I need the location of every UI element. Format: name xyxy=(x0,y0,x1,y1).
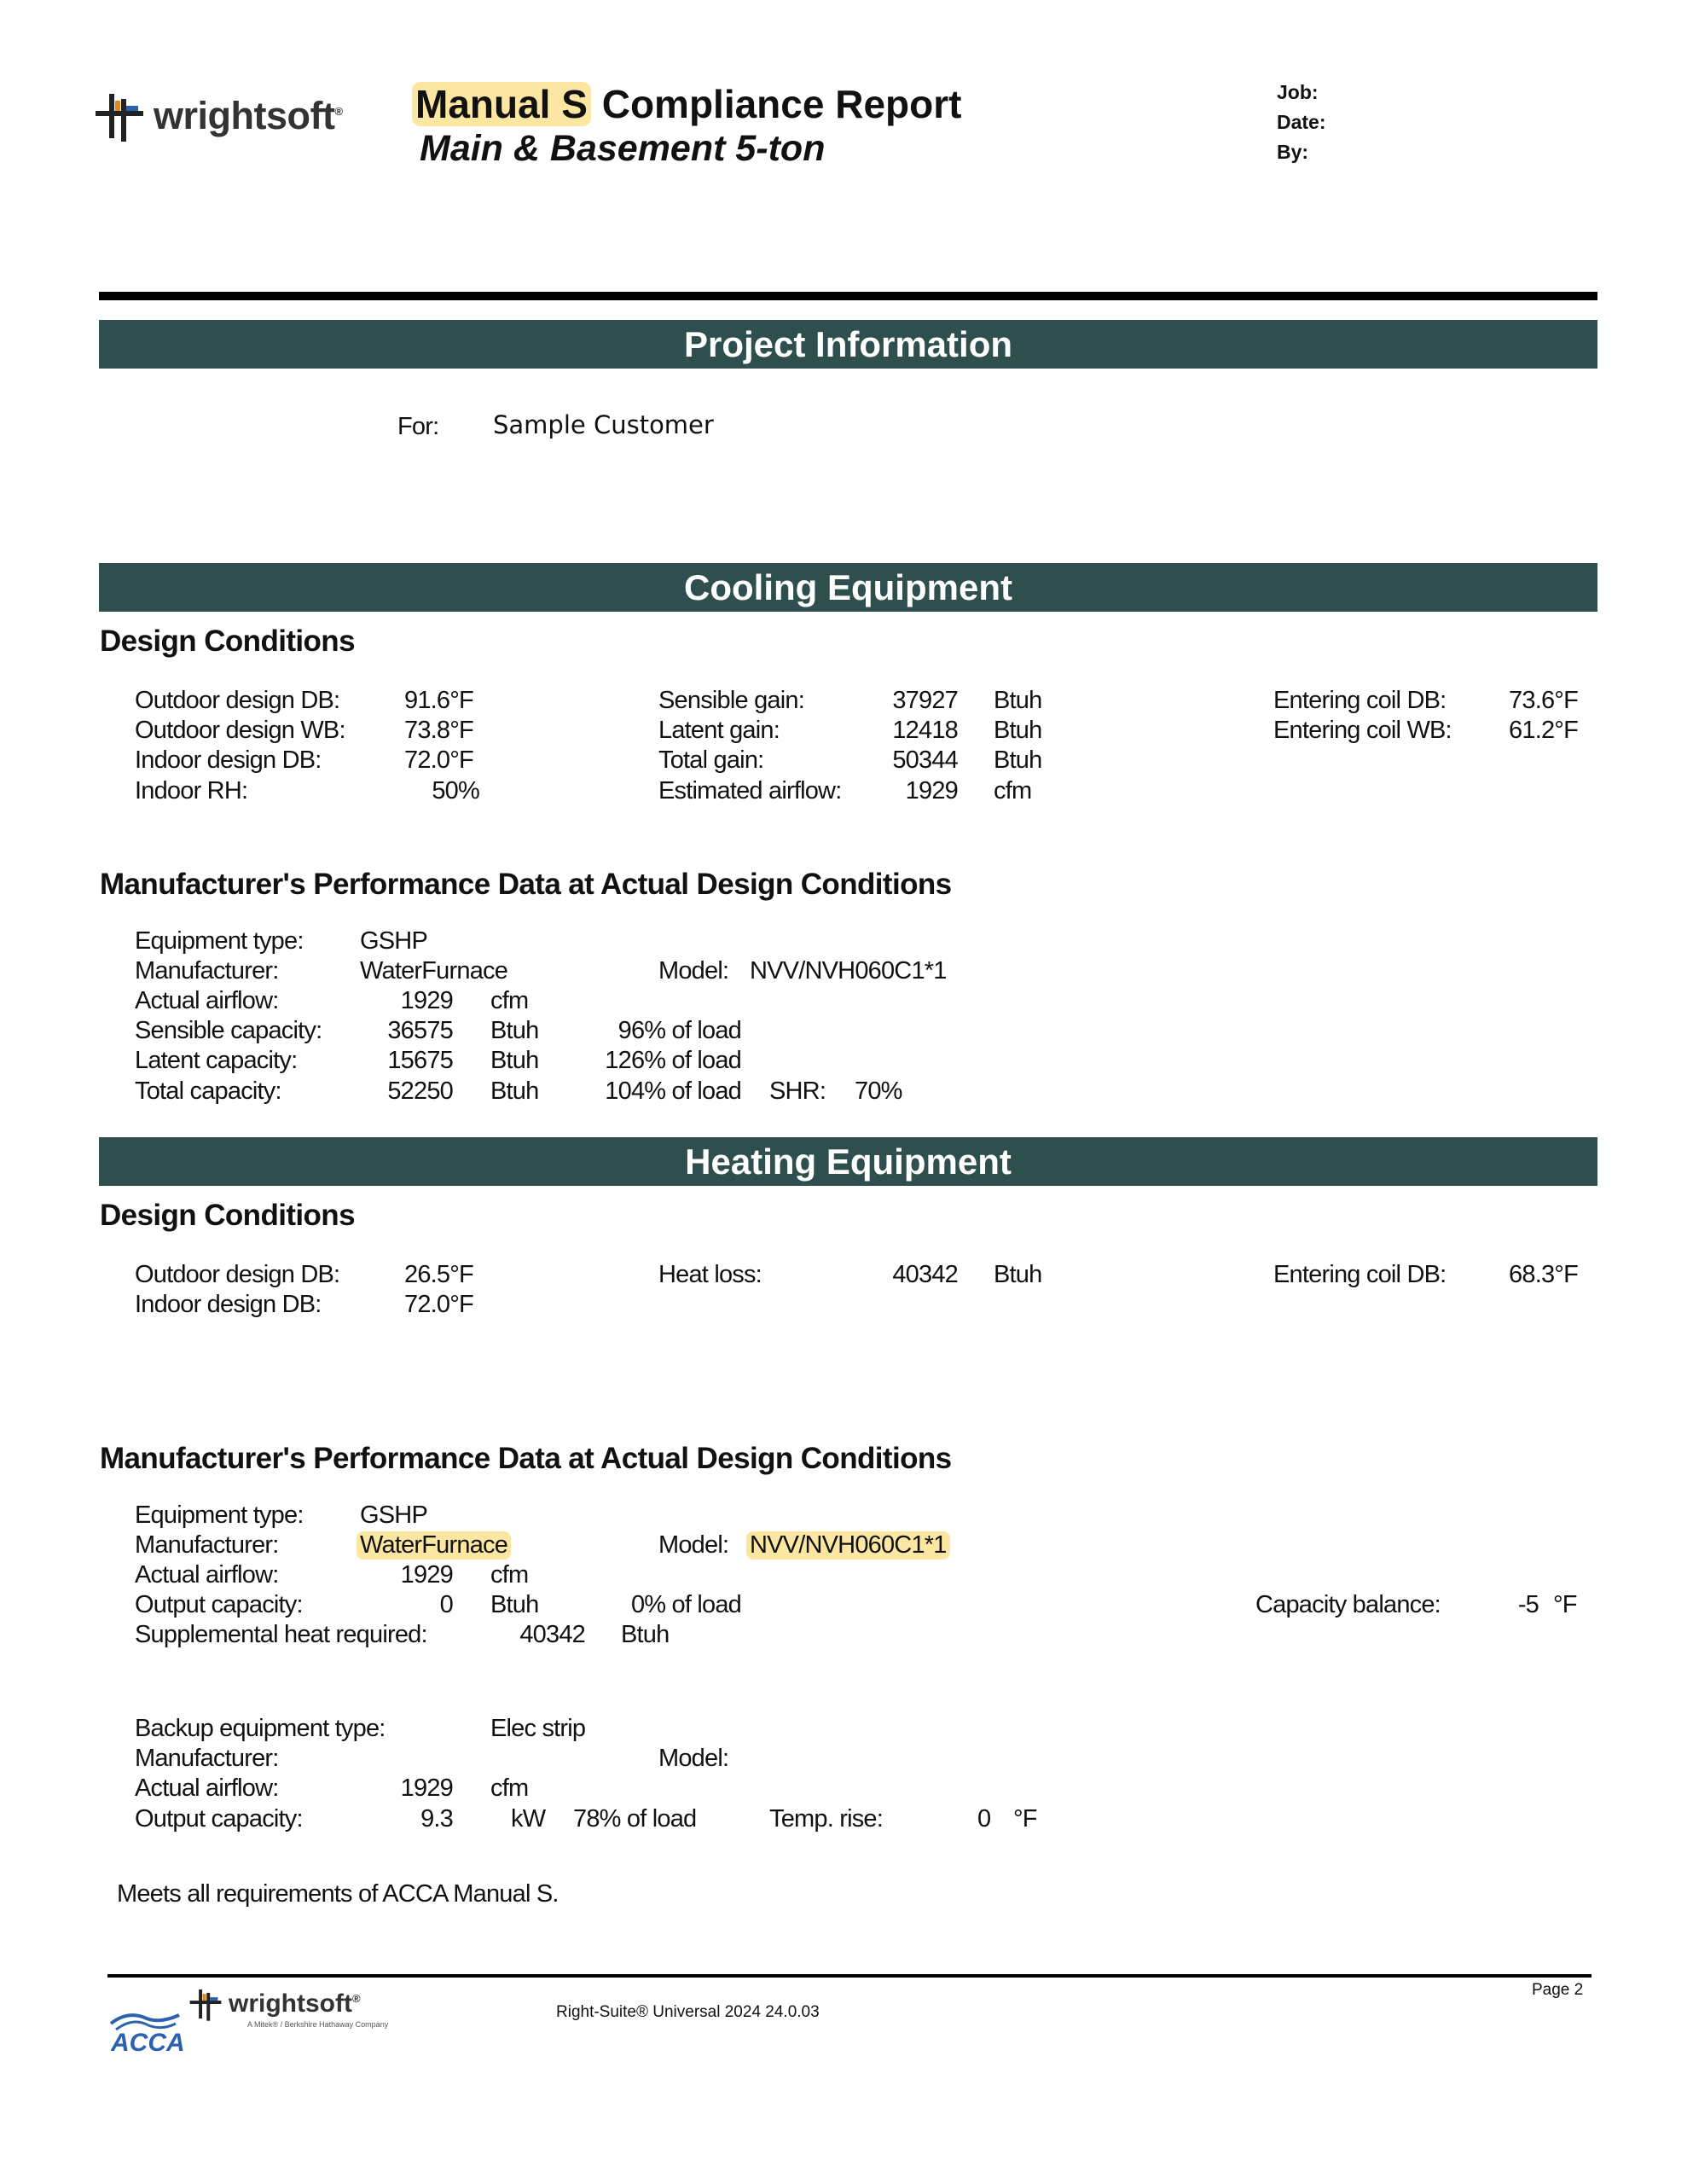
backup-model-label: Model: xyxy=(658,1745,729,1772)
heat-manufacturer-label: Manufacturer: xyxy=(135,1531,279,1559)
indoor-db-label: Indoor design DB: xyxy=(135,746,322,774)
page-number: Page 2 xyxy=(1532,1981,1584,1999)
heat-airflow-label: Actual airflow: xyxy=(135,1561,279,1589)
cool-equip-type-value: GSHP xyxy=(360,927,427,955)
footer-logo-wordmark: wrightsoft® xyxy=(229,1989,361,2018)
entering-coil-wb-value: 61.2°F xyxy=(1509,717,1578,744)
cooling-equipment-bar: Cooling Equipment xyxy=(99,563,1597,612)
software-version: Right-Suite® Universal 2024 24.0.03 xyxy=(556,2003,820,2021)
latent-capacity-unit: Btuh xyxy=(490,1047,539,1074)
heat-outdoor-db-value: 26.5°F xyxy=(404,1261,473,1288)
indoor-db-value: 72.0°F xyxy=(404,746,473,774)
capacity-balance-label: Capacity balance: xyxy=(1255,1591,1441,1618)
cool-model-value: NVV/NVH060C1*1 xyxy=(750,957,947,985)
header-divider xyxy=(99,292,1597,300)
backup-type-label: Backup equipment type: xyxy=(135,1715,386,1742)
cool-manufacturer-value: WaterFurnace xyxy=(360,957,508,985)
cooling-mfr-data-heading: Manufacturer's Performance Data at Actual Design Conditions xyxy=(100,868,952,901)
heat-indoor-db-value: 72.0°F xyxy=(404,1291,473,1318)
backup-output-pct: 78% of load xyxy=(573,1805,697,1833)
entering-coil-wb-label: Entering coil WB: xyxy=(1273,717,1452,744)
supplemental-heat-value: 40342 xyxy=(519,1621,585,1648)
heating-mfr-data-heading: Manufacturer's Performance Data at Actual Design Conditions xyxy=(100,1442,952,1475)
total-gain-value: 50344 xyxy=(892,746,958,774)
heat-loss-value: 40342 xyxy=(892,1261,958,1288)
backup-airflow-label: Actual airflow: xyxy=(135,1774,279,1802)
footer-wrightsoft-logo xyxy=(189,1986,388,2029)
heat-airflow-value: 1929 xyxy=(400,1561,453,1589)
est-airflow-value: 1929 xyxy=(905,777,958,804)
latent-capacity-value: 15675 xyxy=(387,1047,453,1074)
project-info-bar: Project Information xyxy=(99,320,1597,369)
compliance-statement: Meets all requirements of ACCA Manual S. xyxy=(117,1880,559,1908)
heating-equipment-bar: Heating Equipment xyxy=(99,1137,1597,1186)
heat-output-value: 0 xyxy=(439,1591,453,1618)
backup-output-value: 9.3 xyxy=(420,1805,453,1833)
cool-model-label: Model: xyxy=(658,957,729,985)
total-capacity-unit: Btuh xyxy=(490,1077,539,1105)
total-capacity-pct: 104% of load xyxy=(605,1077,741,1105)
heat-output-label: Output capacity: xyxy=(135,1591,303,1618)
backup-airflow-value: 1929 xyxy=(400,1774,453,1802)
acca-logo xyxy=(107,2007,185,2057)
capacity-balance-value: -5 xyxy=(1517,1591,1539,1618)
wrightsoft-logo xyxy=(96,82,343,150)
by-label: By: xyxy=(1277,141,1309,163)
logo-wordmark: wrightsoft® xyxy=(154,94,343,137)
heat-manufacturer-value: WaterFurnace xyxy=(357,1531,511,1560)
heat-loss-unit: Btuh xyxy=(994,1261,1042,1288)
shr-value: 70% xyxy=(855,1077,902,1105)
sensible-gain-value: 37927 xyxy=(892,687,958,714)
temp-rise-value: 0 xyxy=(977,1805,991,1833)
supplemental-heat-label: Supplemental heat required: xyxy=(135,1621,427,1648)
heat-outdoor-db-label: Outdoor design DB: xyxy=(135,1261,340,1288)
date-label: Date: xyxy=(1277,111,1326,133)
backup-output-unit: kW xyxy=(511,1805,546,1833)
heat-equip-type-value: GSHP xyxy=(360,1502,427,1529)
latent-gain-value: 12418 xyxy=(892,717,958,744)
outdoor-wb-value: 73.8°F xyxy=(404,717,473,744)
cool-airflow-label: Actual airflow: xyxy=(135,987,279,1014)
supplemental-heat-unit: Btuh xyxy=(621,1621,670,1648)
title-highlight: Manual S xyxy=(412,82,591,126)
report-subtitle: Main & Basement 5-ton xyxy=(420,128,826,169)
est-airflow-label: Estimated airflow: xyxy=(658,777,842,804)
heat-entering-coil-db-value: 68.3°F xyxy=(1509,1261,1578,1288)
heat-output-pct: 0% of load xyxy=(630,1591,741,1618)
heat-loss-label: Heat loss: xyxy=(658,1261,762,1288)
wrightsoft-plus-logo-icon xyxy=(189,1986,222,2022)
sensible-capacity-value: 36575 xyxy=(387,1017,453,1044)
capacity-balance-unit: °F xyxy=(1553,1591,1577,1618)
entering-coil-db-label: Entering coil DB: xyxy=(1273,687,1447,714)
heat-indoor-db-label: Indoor design DB: xyxy=(135,1291,322,1318)
heat-entering-coil-db-label: Entering coil DB: xyxy=(1273,1261,1447,1288)
cool-manufacturer-label: Manufacturer: xyxy=(135,957,279,985)
est-airflow-unit: cfm xyxy=(994,777,1032,804)
temp-rise-label: Temp. rise: xyxy=(769,1805,884,1833)
total-gain-unit: Btuh xyxy=(994,746,1042,774)
backup-output-label: Output capacity: xyxy=(135,1805,303,1833)
heating-design-conditions-heading: Design Conditions xyxy=(100,1199,355,1232)
footer-divider xyxy=(107,1974,1592,1978)
total-capacity-label: Total capacity: xyxy=(135,1077,281,1105)
cool-airflow-unit: cfm xyxy=(490,987,529,1014)
heat-model-value: NVV/NVH060C1*1 xyxy=(746,1531,950,1560)
indoor-rh-label: Indoor RH: xyxy=(135,777,248,804)
outdoor-db-label: Outdoor design DB: xyxy=(135,687,340,714)
sensible-gain-label: Sensible gain: xyxy=(658,687,804,714)
customer-name: Sample Customer xyxy=(493,410,714,439)
total-capacity-value: 52250 xyxy=(387,1077,453,1105)
latent-capacity-pct: 126% of load xyxy=(605,1047,741,1074)
total-gain-label: Total gain: xyxy=(658,746,764,774)
heat-equip-type-label: Equipment type: xyxy=(135,1502,304,1529)
footer-logo-subtitle: A Mitek® / Berkshire Hathaway Company xyxy=(247,2020,389,2029)
job-label: Job: xyxy=(1277,81,1319,103)
latent-capacity-label: Latent capacity: xyxy=(135,1047,298,1074)
outdoor-wb-label: Outdoor design WB: xyxy=(135,717,345,744)
acca-text: ACCA xyxy=(111,2029,185,2057)
cooling-design-conditions-heading: Design Conditions xyxy=(100,624,355,658)
heat-model-label: Model: xyxy=(658,1531,729,1559)
for-label: For: xyxy=(397,413,439,440)
backup-type-value: Elec strip xyxy=(490,1715,586,1742)
heat-output-unit: Btuh xyxy=(490,1591,539,1618)
cool-equip-type-label: Equipment type: xyxy=(135,927,304,955)
report-title: Manual S Compliance Report xyxy=(415,81,961,127)
wrightsoft-plus-logo-icon xyxy=(96,89,143,143)
latent-gain-label: Latent gain: xyxy=(658,717,780,744)
sensible-gain-unit: Btuh xyxy=(994,687,1042,714)
latent-gain-unit: Btuh xyxy=(994,717,1042,744)
outdoor-db-value: 91.6°F xyxy=(404,687,473,714)
cool-airflow-value: 1929 xyxy=(400,987,453,1014)
sensible-capacity-unit: Btuh xyxy=(490,1017,539,1044)
backup-manufacturer-label: Manufacturer: xyxy=(135,1745,279,1772)
sensible-capacity-pct: 96% of load xyxy=(617,1017,741,1044)
shr-label: SHR: xyxy=(769,1077,826,1105)
temp-rise-unit: °F xyxy=(1013,1805,1037,1833)
heat-airflow-unit: cfm xyxy=(490,1561,529,1589)
backup-airflow-unit: cfm xyxy=(490,1774,529,1802)
entering-coil-db-value: 73.6°F xyxy=(1509,687,1578,714)
sensible-capacity-label: Sensible capacity: xyxy=(135,1017,322,1044)
indoor-rh-value: 50% xyxy=(432,777,479,804)
